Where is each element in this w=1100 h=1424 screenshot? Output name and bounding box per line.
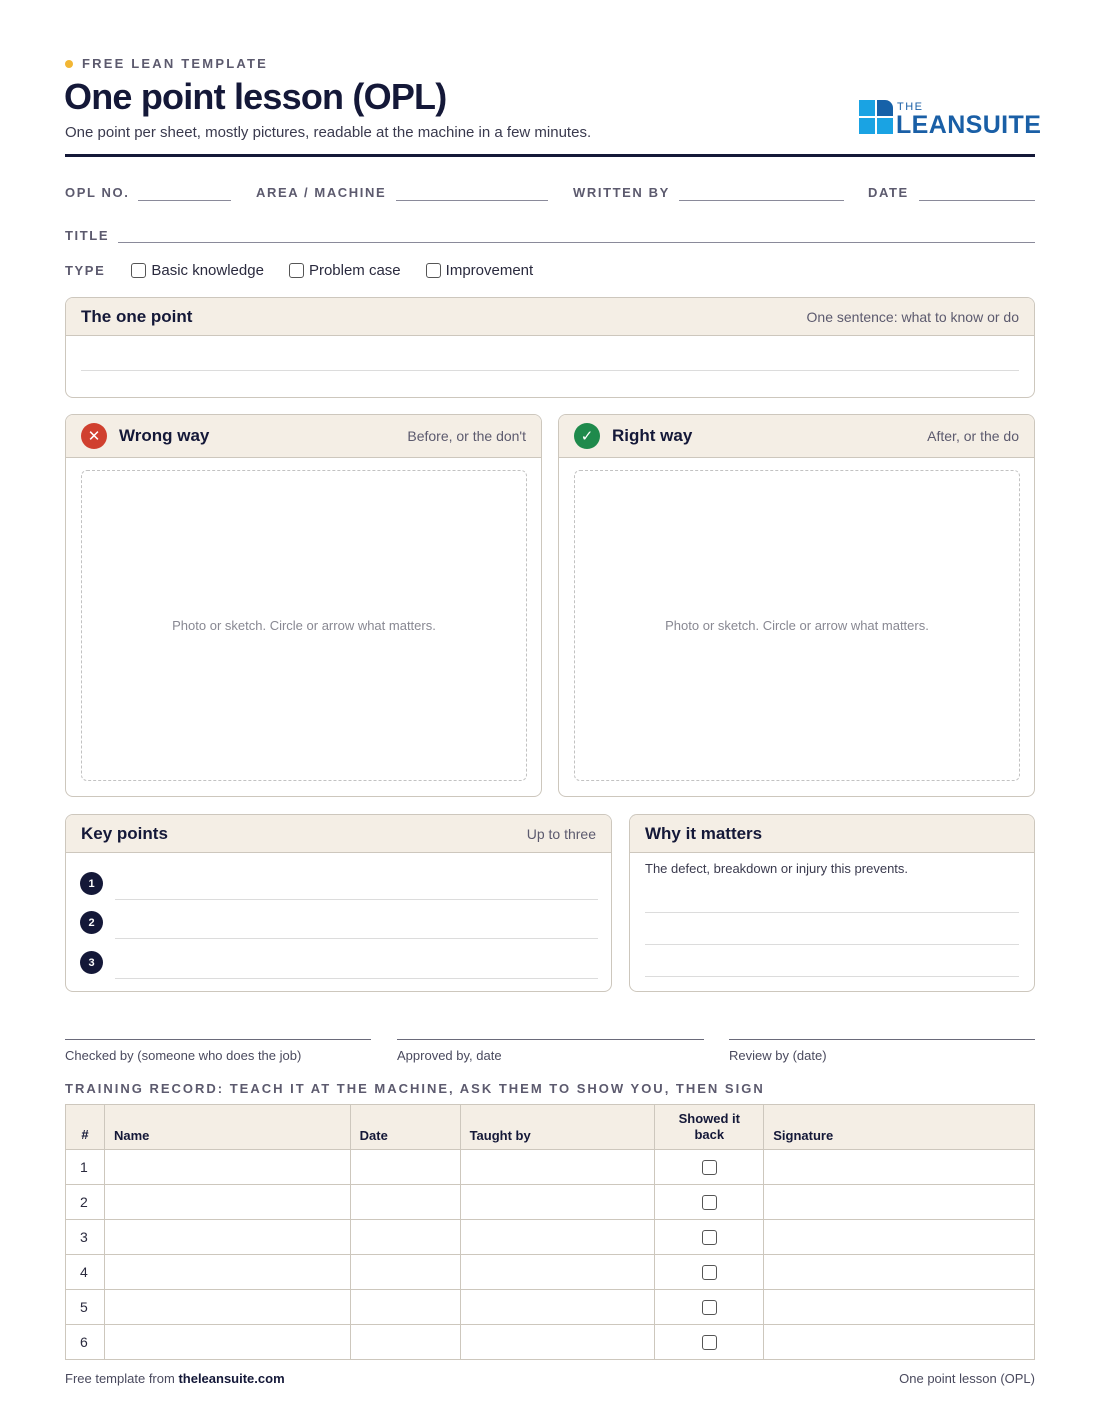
row-number: 3	[66, 1220, 105, 1255]
signature-cell[interactable]	[764, 1150, 1035, 1185]
header-rule	[65, 154, 1035, 157]
card-heading: Right way	[612, 426, 693, 445]
footer-left: Free template from theleansuite.com	[65, 1371, 285, 1386]
table-row	[66, 1185, 1035, 1220]
one-point-card	[65, 297, 1035, 398]
card-header	[66, 298, 1034, 336]
card-hint: After, or the do	[927, 428, 1019, 444]
signature-cell[interactable]	[764, 1290, 1035, 1325]
name-cell[interactable]	[104, 1220, 350, 1255]
key-points-card	[65, 814, 612, 992]
type-label: TYPE	[65, 263, 106, 278]
col-header: #	[66, 1105, 105, 1150]
table-row	[66, 1325, 1035, 1360]
why-field-line[interactable]	[645, 944, 1019, 945]
row-number: 2	[66, 1185, 105, 1220]
table-row	[66, 1220, 1035, 1255]
key-point-number: 1	[80, 872, 103, 895]
review-by-label: Review by (date)	[729, 1048, 827, 1063]
opl-no-field[interactable]	[138, 200, 231, 201]
row-number: 5	[66, 1290, 105, 1325]
why-field-line[interactable]	[645, 976, 1019, 977]
taught-by-cell[interactable]	[460, 1255, 655, 1290]
page-subtitle: One point per sheet, mostly pictures, readable at the machine in a few minutes.	[65, 124, 592, 141]
card-heading: Key points	[81, 823, 168, 843]
table-row	[66, 1290, 1035, 1325]
area-machine-label: AREA / MACHINE	[256, 185, 387, 200]
taught-by-cell[interactable]	[460, 1220, 655, 1255]
card-header	[630, 815, 1034, 853]
card-hint: One sentence: what to know or do	[806, 308, 1019, 325]
key-point-row[interactable]	[80, 909, 598, 939]
signature-cell[interactable]	[764, 1220, 1035, 1255]
table-row	[66, 1150, 1035, 1185]
showed-back-cell	[655, 1255, 764, 1290]
checked-by-label: Checked by (someone who does the job)	[65, 1048, 302, 1063]
date-field[interactable]	[919, 200, 1035, 201]
why-prompt: The defect, breakdown or injury this prevents.	[645, 861, 909, 876]
date-cell[interactable]	[350, 1290, 460, 1325]
key-point-number: 2	[80, 911, 103, 934]
date-cell[interactable]	[350, 1185, 460, 1220]
checkbox[interactable]	[702, 1230, 717, 1245]
date-cell[interactable]	[350, 1255, 460, 1290]
name-cell[interactable]	[104, 1150, 350, 1185]
card-heading: Why it matters	[645, 823, 763, 843]
row-number: 4	[66, 1255, 105, 1290]
date-cell[interactable]	[350, 1150, 460, 1185]
checkbox[interactable]	[702, 1335, 717, 1350]
showed-back-cell	[655, 1290, 764, 1325]
approved-by-line[interactable]	[397, 1039, 704, 1040]
right-way-card	[558, 414, 1035, 797]
approved-by-label: Approved by, date	[397, 1048, 502, 1063]
one-point-field[interactable]	[81, 370, 1019, 371]
check-icon: ✓	[574, 423, 600, 449]
key-point-row[interactable]	[80, 949, 598, 979]
eyebrow-label: FREE LEAN TEMPLATE	[82, 56, 268, 71]
name-cell[interactable]	[104, 1325, 350, 1360]
page-title: One point lesson (OPL)	[64, 76, 447, 117]
taught-by-cell[interactable]	[460, 1185, 655, 1220]
col-header: Date	[350, 1105, 460, 1150]
card-header	[66, 815, 611, 853]
written-by-field[interactable]	[679, 200, 844, 201]
why-it-matters-card	[629, 814, 1035, 992]
showed-back-cell	[655, 1150, 764, 1185]
type-option-improvement[interactable]: Improvement	[426, 262, 534, 279]
why-field-line[interactable]	[645, 912, 1019, 913]
card-hint: Before, or the don't	[407, 428, 526, 444]
checkbox[interactable]	[426, 263, 441, 278]
title-field[interactable]	[118, 242, 1035, 243]
taught-by-cell[interactable]	[460, 1150, 655, 1185]
checkbox[interactable]	[702, 1265, 717, 1280]
card-header	[66, 415, 541, 458]
name-cell[interactable]	[104, 1290, 350, 1325]
leansuite-logo: THE LEANSUITE	[859, 100, 1035, 138]
training-record-title: TRAINING RECORD: TEACH IT AT THE MACHINE, ASK THEM TO SHOW YOU, THEN SIGN	[65, 1081, 765, 1096]
date-cell[interactable]	[350, 1220, 460, 1255]
type-option-basic[interactable]: Basic knowledge	[131, 262, 264, 279]
opl-no-label: OPL NO.	[65, 185, 130, 200]
area-machine-field[interactable]	[396, 200, 548, 201]
signature-cell[interactable]	[764, 1255, 1035, 1290]
type-options	[65, 262, 558, 279]
review-by-line[interactable]	[729, 1039, 1035, 1040]
checkbox[interactable]	[702, 1160, 717, 1175]
col-header: Signature	[764, 1105, 1035, 1150]
title-label: TITLE	[65, 228, 110, 243]
showed-back-cell	[655, 1325, 764, 1360]
showed-back-cell	[655, 1220, 764, 1255]
written-by-label: WRITTEN BY	[573, 185, 670, 200]
col-header: Taught by	[460, 1105, 655, 1150]
footer-right: One point lesson (OPL)	[899, 1371, 1035, 1386]
footer-link[interactable]: theleansuite.com	[178, 1371, 285, 1386]
checkbox[interactable]	[289, 263, 304, 278]
taught-by-cell[interactable]	[460, 1290, 655, 1325]
col-header: Showed it back	[655, 1105, 764, 1150]
checkbox[interactable]	[702, 1195, 717, 1210]
date-cell[interactable]	[350, 1325, 460, 1360]
row-number: 6	[66, 1325, 105, 1360]
key-point-row[interactable]	[80, 870, 598, 900]
signature-cell[interactable]	[764, 1325, 1035, 1360]
wrong-way-card	[65, 414, 542, 797]
checkbox[interactable]	[131, 263, 146, 278]
close-icon: ✕	[81, 423, 107, 449]
col-header: Name	[104, 1105, 350, 1150]
row-number: 1	[66, 1150, 105, 1185]
taught-by-cell[interactable]	[460, 1325, 655, 1360]
card-heading: Wrong way	[119, 426, 210, 445]
showed-back-cell	[655, 1185, 764, 1220]
key-point-number: 3	[80, 951, 103, 974]
training-record-table	[65, 1104, 1035, 1360]
name-cell[interactable]	[104, 1185, 350, 1220]
card-heading: The one point	[81, 306, 193, 326]
table-row	[66, 1255, 1035, 1290]
checked-by-line[interactable]	[65, 1039, 371, 1040]
date-label: DATE	[868, 185, 909, 200]
card-hint: Up to three	[526, 825, 596, 842]
eyebrow	[65, 56, 268, 71]
card-header	[559, 415, 1034, 458]
name-cell[interactable]	[104, 1255, 350, 1290]
table-header-row	[66, 1105, 1035, 1150]
signature-cell[interactable]	[764, 1185, 1035, 1220]
right-way-photo-area[interactable]: Photo or sketch. Circle or arrow what matters.	[574, 470, 1020, 781]
wrong-way-photo-area[interactable]: Photo or sketch. Circle or arrow what matters.	[81, 470, 527, 781]
type-option-problem[interactable]: Problem case	[289, 262, 401, 279]
accent-dot	[65, 60, 73, 68]
checkbox[interactable]	[702, 1300, 717, 1315]
